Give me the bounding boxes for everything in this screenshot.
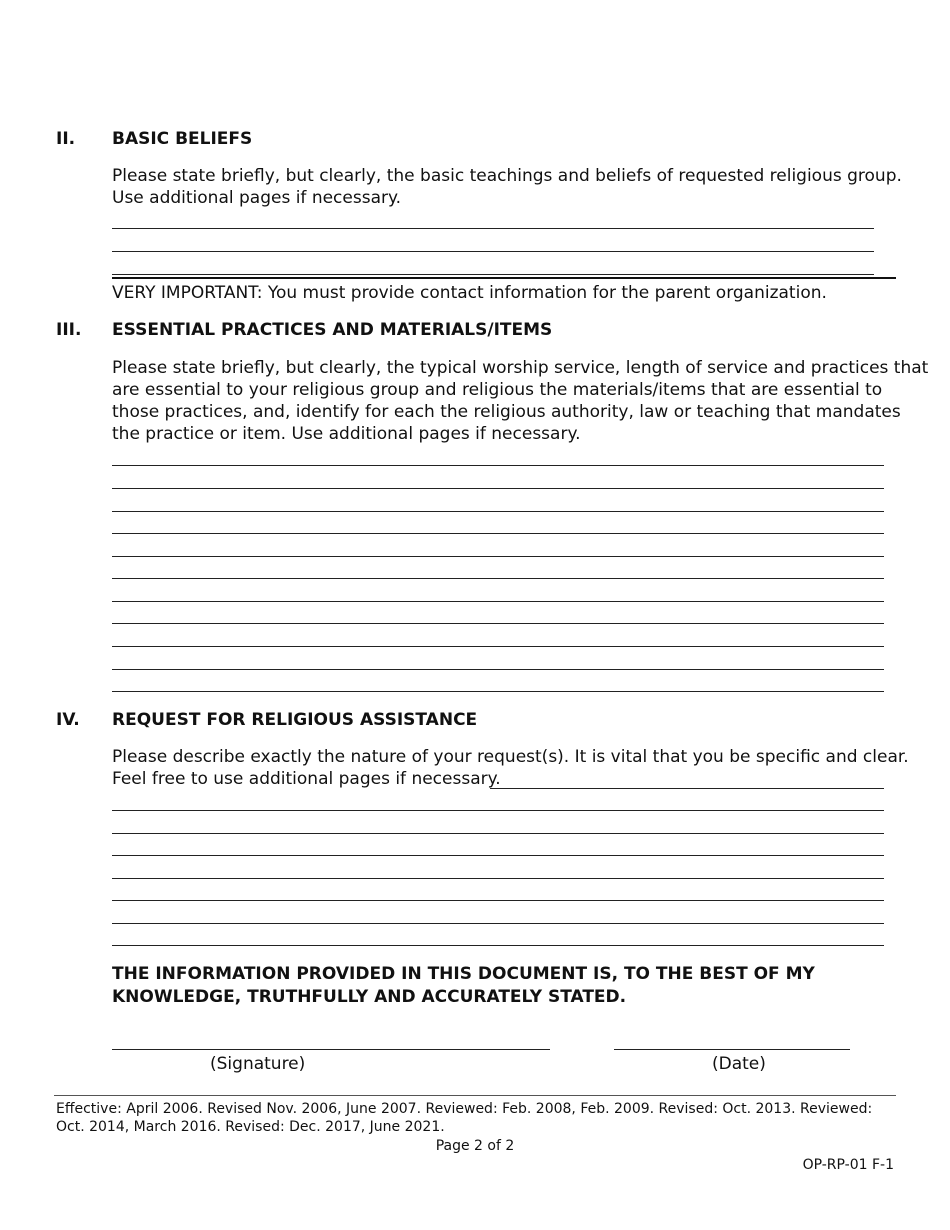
answer-line[interactable] [112,646,884,647]
answer-line[interactable] [112,833,884,834]
answer-line[interactable] [112,488,884,489]
instruction-line: Please state briefly, but clearly, the typical worship service, length of service and practices that [112,358,929,378]
section-iii-title: ESSENTIAL PRACTICES AND MATERIALS/ITEMS [112,320,553,340]
section-iii-number: III. [56,320,82,340]
answer-line[interactable] [112,855,884,856]
instruction-line: the practice or item. Use additional pages if necessary. [112,424,581,444]
attestation-line: THE INFORMATION PROVIDED IN THIS DOCUMENT IS, TO THE BEST OF MY [112,964,815,984]
section-ii-number: II. [56,129,76,149]
revision-history [56,1100,872,1136]
section-iv-title: REQUEST FOR RELIGIOUS ASSISTANCE [112,710,478,730]
answer-line[interactable] [112,900,884,901]
answer-line[interactable] [112,623,884,624]
signature-line[interactable] [112,1049,550,1050]
instruction-line: Please state briefly, but clearly, the basic teachings and beliefs of requested religious group. [112,166,902,186]
instruction-line: are essential to your religious group and religious the materials/items that are essential to [112,380,883,400]
answer-line[interactable] [112,511,884,512]
form-code: OP-RP-01 F-1 [802,1157,894,1173]
answer-line[interactable] [112,669,884,670]
section-iv-instructions [112,746,909,790]
answer-line[interactable] [112,228,874,229]
instruction-line: Please describe exactly the nature of your request(s). It is vital that you be specific and clear. [112,747,909,767]
answer-line[interactable] [112,810,884,811]
answer-line[interactable] [112,691,884,692]
section-divider [112,277,896,279]
attestation-line: KNOWLEDGE, TRUTHFULLY AND ACCURATELY STATED. [112,987,627,1007]
date-line[interactable] [614,1049,850,1050]
answer-line[interactable] [112,601,884,602]
instruction-line: those practices, and, identify for each the religious authority, law or teaching that mandates [112,402,901,422]
signature-label: (Signature) [210,1054,306,1074]
important-notice: VERY IMPORTANT: You must provide contact information for the parent organization. [112,283,827,303]
answer-line[interactable] [112,251,874,252]
answer-line[interactable] [112,578,884,579]
revision-line: Effective: April 2006. Revised Nov. 2006, June 2007. Reviewed: Feb. 2008, Feb. 2009. Revised: Oct. 2013. Reviewed: [56,1101,873,1117]
answer-line[interactable] [112,274,874,275]
instruction-line: Use additional pages if necessary. [112,188,402,208]
section-ii-instructions [112,165,902,209]
answer-line[interactable] [112,945,884,946]
answer-line[interactable] [112,556,884,557]
instruction-line: Feel free to use additional pages if necessary. [112,769,501,789]
answer-line[interactable] [112,878,884,879]
answer-line[interactable] [112,533,884,534]
page-number: Page 2 of 2 [435,1138,515,1154]
answer-line[interactable] [490,788,884,789]
revision-line: Oct. 2014, March 2016. Revised: Dec. 2017, June 2021. [56,1119,445,1135]
section-ii-title: BASIC BELIEFS [112,129,253,149]
date-label: (Date) [712,1054,766,1074]
section-iii-instructions [112,357,929,445]
attestation-statement [112,963,902,1009]
answer-line[interactable] [112,923,884,924]
footer-divider [54,1095,896,1096]
answer-line[interactable] [112,465,884,466]
section-iv-number: IV. [56,710,80,730]
